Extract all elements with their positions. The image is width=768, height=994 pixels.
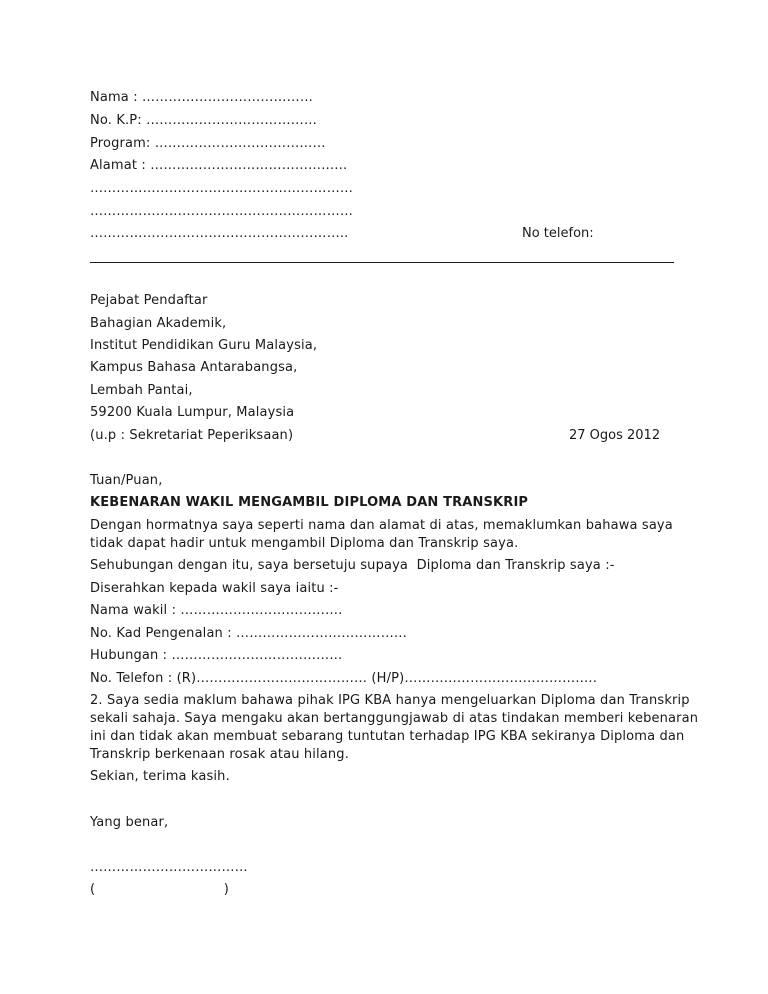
paragraph-4-line-3: ini dan tidak akan membuat sebarang tuntutan terhadap IPG KBA sekiranya Diploma dan <box>90 729 685 744</box>
letter-date: 27 Ogos 2012 <box>569 428 661 443</box>
recipient-line-4: Kampus Bahasa Antarabangsa, <box>90 360 298 375</box>
signature-name-parentheses: ( ) <box>90 882 229 897</box>
program-line: Program: ………………………………… <box>90 136 326 151</box>
letter-subject: KEBENARAN WAKIL MENGAMBIL DIPLOMA DAN TRANSKRIP <box>90 495 529 510</box>
salutation: Tuan/Puan, <box>90 473 163 488</box>
closing: Sekian, terima kasih. <box>90 769 230 784</box>
no-telefon-line: No. Telefon : (R)………………………………… (H/P)…………………………………….. <box>90 671 597 686</box>
signature-line: ……………………………… <box>90 860 248 875</box>
recipient-line-3: Institut Pendidikan Guru Malaysia, <box>90 338 318 353</box>
paragraph-3: Diserahkan kepada wakil saya iaitu :- <box>90 581 339 596</box>
no-kad-pengenalan-line: No. Kad Pengenalan : ………………………………… <box>90 626 407 641</box>
recipient-line-1: Pejabat Pendaftar <box>90 293 208 308</box>
paragraph-1-line-1: Dengan hormatnya saya seperti nama dan alamat di atas, memaklumkan bahawa saya <box>90 518 673 533</box>
hubungan-line: Hubungan : ………………………………… <box>90 648 343 663</box>
paragraph-4-line-2: sekali sahaja. Saya mengaku akan bertanggungjawab di atas tindakan memberi kebenaran <box>90 711 699 726</box>
alamat-line-4: ………………………………………………….. <box>90 226 349 241</box>
recipient-line-2: Bahagian Akademik, <box>90 316 227 331</box>
alamat-line: Alamat : ……………………………………… <box>90 158 348 173</box>
paragraph-1-line-2: tidak dapat hadir untuk mengambil Diploma dan Transkrip saya. <box>90 536 519 551</box>
nama-wakil-line: Nama wakil : ………………………………. <box>90 603 343 618</box>
recipient-line-6: 59200 Kuala Lumpur, Malaysia <box>90 405 295 420</box>
alamat-line-3: …………………………………………………… <box>90 204 353 219</box>
recipient-line-7: (u.p : Sekretariat Peperiksaan) <box>90 428 294 443</box>
paragraph-4-line-1: 2. Saya sedia maklum bahawa pihak IPG KBA hanya mengeluarkan Diploma dan Transkrip <box>90 693 690 708</box>
paragraph-2: Sehubungan dengan itu, saya bersetuju supaya Diploma dan Transkrip saya :- <box>90 558 615 573</box>
no-kp-line: No. K.P: ………………………………… <box>90 113 318 128</box>
yang-benar: Yang benar, <box>90 815 169 830</box>
nama-line: Nama : ………………………………… <box>90 90 313 105</box>
recipient-line-5: Lembah Pantai, <box>90 383 193 398</box>
header-divider <box>90 262 674 263</box>
paragraph-4-line-4: Transkrip berkenaan rosak atau hilang. <box>90 747 349 762</box>
no-telefon-label: No telefon: <box>522 226 594 241</box>
alamat-line-2: …………………………………………………… <box>90 181 353 196</box>
